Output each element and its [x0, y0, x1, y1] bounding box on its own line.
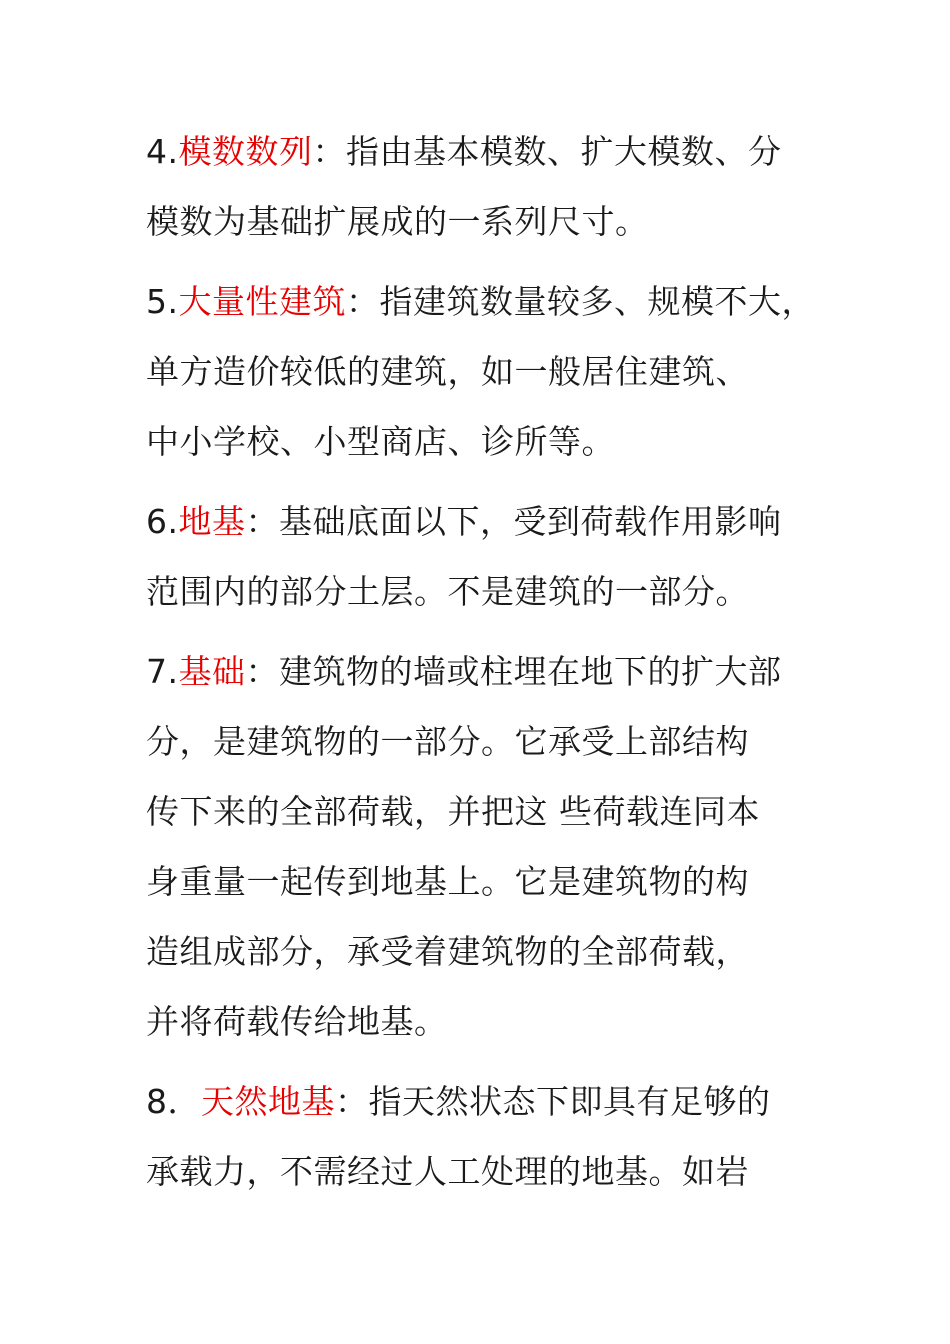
entry-5-line-2: 单方造价较低的建筑，如一般居住建筑、: [146, 352, 749, 391]
entry-7-line-3: 传下来的全部荷载，并把这 些荷载连同本: [146, 792, 760, 831]
entry-5-text: ：指建筑数量较多、规模不大，: [346, 282, 815, 321]
entry-5-line-1: [146, 282, 815, 322]
entry-4-number: 4.: [146, 132, 179, 171]
entry-7-line-6: 并将荷载传给地基。: [146, 1002, 448, 1041]
entry-4-line-2: 模数为基础扩展成的一系列尺寸。: [146, 202, 649, 241]
entry-4-term: 模数数列: [178, 132, 313, 171]
entry-7-line-5: 造组成部分，承受着建筑物的全部荷载，: [146, 932, 749, 971]
entry-4-line-1: [146, 132, 782, 172]
entry-7-line-1: [146, 652, 782, 692]
entry-8-line-2: 承载力，不需经过人工处理的地基。如岩: [146, 1152, 749, 1191]
entry-7-text: ：建筑物的墙或柱埋在地下的扩大部: [245, 652, 782, 691]
entry-6-number: 6.: [146, 502, 179, 541]
entry-8-text: ：指天然状态下即具有足够的: [335, 1082, 771, 1121]
entry-6-line-2: 范围内的部分土层。不是建筑的一部分。: [146, 572, 749, 611]
entry-6-line-1: [146, 502, 782, 542]
entry-8-line-1: [146, 1082, 771, 1122]
entry-7-number: 7.: [146, 652, 179, 691]
entry-5-line-3: 中小学校、小型商店、诊所等。: [146, 422, 615, 461]
entry-6-text: ：基础底面以下，受到荷载作用影响: [245, 502, 782, 541]
entry-8-number: 8．: [146, 1082, 201, 1121]
entry-5-term: 大量性建筑: [178, 282, 346, 321]
entry-4-text: ：指由基本模数、扩大模数、分: [312, 132, 782, 171]
entry-7-line-2: 分，是建筑物的一部分。它承受上部结构: [146, 722, 749, 761]
entry-8-term: 天然地基: [201, 1082, 335, 1121]
entry-6-term: 地基: [178, 502, 246, 541]
entry-7-line-4: 身重量一起传到地基上。它是建筑物的构: [146, 862, 749, 901]
entry-5-number: 5.: [146, 282, 179, 321]
entry-7-term: 基础: [178, 652, 246, 691]
